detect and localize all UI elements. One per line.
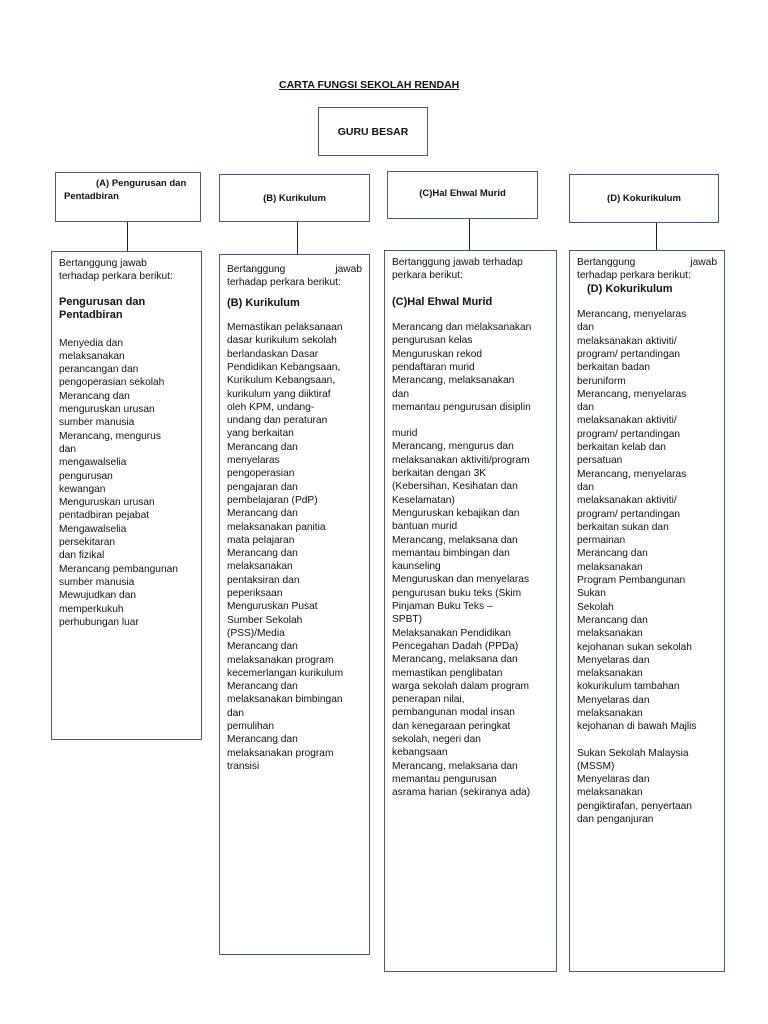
header-box-d [569,174,719,223]
list-item: Menguruskan dan menyelaras [392,574,530,586]
column-c-subheading: (C)Hal Ehwal Murid [392,295,493,308]
list-item: Merancang dan [59,390,130,402]
list-item: memastikan penglibatan [392,667,503,679]
list-item: melaksanakan program [227,654,334,666]
list-item: berkaitan sukan dan [577,521,669,533]
column-a-list [59,337,194,630]
list-item: berkaitan kelab dan [577,442,666,454]
list-item: melaksanakan [577,708,643,719]
list-item: Menguruskan urusan [59,497,155,509]
list-item: bantuan murid [392,521,458,533]
header-b-label: (B) Kurikulum [263,192,326,204]
header-a-line1: (A) Pengurusan dan [96,178,187,189]
list-item: melaksanakan [577,668,643,680]
list-item: warga sekolah dalam program [392,680,530,692]
list-item: Merancang dan [577,614,648,626]
column-b-list [227,321,362,773]
page-title: CARTA FUNGSI SEKOLAH RENDAH [279,79,460,91]
list-item: transisi [227,760,260,772]
list-item: dan fizikal [59,550,105,562]
list-item: kaunseling [392,561,441,573]
list-item: Sukan Sekolah Malaysia [577,747,689,759]
list-item: dan [227,707,244,719]
list-item: (PSS)/Media [227,627,285,639]
header-c-label: (C)Hal Ehwal Murid [419,188,506,199]
list-item: pembangunan modal insan [392,707,515,719]
list-item: melaksanakan [577,561,643,573]
column-b-intro-2: terhadap perkara berikut: [227,277,341,289]
column-c-body [384,250,557,972]
list-item: melaksanakan [577,628,643,640]
column-d-list-a [577,308,717,734]
list-item: pengiktirafan, penyertaan [577,800,692,812]
list-item: pemulihan [227,721,275,732]
column-a-body [51,251,202,740]
column-b-intro-1: Bertanggung jawab [227,264,362,275]
list-item: Merancang dan [227,734,298,746]
list-item: kokurikulum tambahan [577,681,680,693]
list-item: Menguruskan Pusat [227,601,318,613]
list-item: pengurusan [59,470,113,482]
list-item: menyelaras [227,455,280,467]
header-box-a [55,172,201,222]
list-item: beruniform [577,375,626,387]
column-a-intro-2: terhadap perkara berikut: [59,271,173,283]
list-item: oleh KPM, undang- [227,401,315,413]
list-item: Menyedia dan [59,337,124,349]
list-item: berkaitan badan [577,362,651,374]
list-item: Menyelaras dan [577,694,650,706]
list-item: melaksanakan [227,561,293,573]
list-item: (Kebersihan, Kesihatan dan [392,481,518,493]
list-item: kebangsaan [392,747,448,759]
header-box-b [219,174,370,222]
list-item: melaksanakan panitia [227,521,326,533]
list-item: perhubungan luar [59,616,139,628]
guru-besar-box [318,107,428,156]
list-item: melaksanakan aktiviti/ [577,495,677,507]
column-d-intro-2: terhadap perkara berikut: [577,270,691,282]
column-c-intro-1: Bertanggung jawab terhadap [392,257,523,268]
list-item: Merancang, mengurus [59,430,161,442]
list-item: Pencegahan Dadah (PPDa) [392,640,519,652]
list-item: Pinjaman Buku Teks – [392,601,493,613]
list-item: Keselamatan) [392,494,455,506]
list-item: Merancang dan [227,441,298,453]
list-item: pengoperasian [227,468,295,480]
list-item: kurikulum yang diiktiraf [227,388,331,400]
list-item: pengajaran dan [227,481,298,493]
connector-d [656,223,657,250]
list-item: melaksanakan bimbingan [227,694,343,706]
list-item: dan [577,481,594,493]
list-item: pentaksiran dan [227,574,300,586]
list-item: kecemerlangan kurikulum [227,667,344,679]
column-a-subheading-2: Pentadbiran [59,309,123,322]
list-item: Menyelaras dan [577,774,650,786]
column-c-list-b [392,427,549,799]
list-item: pengurusan buku teks (Skim [392,587,522,599]
list-item: melaksanakan [577,787,643,799]
list-item: melaksanakan aktiviti/program [392,454,530,466]
list-item: menguruskan urusan [59,404,155,416]
list-item: program/ pertandingan [577,428,681,440]
list-item: Sumber Sekolah [227,614,303,626]
list-item: melaksanakan aktiviti/ [577,415,677,427]
column-d-body [569,250,725,972]
list-item: permainan [577,535,626,547]
list-item: program/ pertandingan [577,508,681,520]
list-item: memperkukuh [59,603,124,615]
list-item: Merancang dan [227,548,298,560]
list-item: berkaitan dengan 3K [392,468,487,480]
column-b-subheading: (B) Kurikulum [227,296,300,309]
list-item: Mewujudkan dan [59,590,137,602]
list-item: sumber manusia [59,417,135,429]
list-item: sekolah, negeri dan [392,734,481,745]
list-item: persekitaran [59,537,116,549]
list-item: melaksanakan [59,350,125,362]
list-item: Memastikan pelaksanaan [227,322,343,334]
list-item: Merancang, melaksana dan [392,654,518,666]
column-a-intro-1: Bertanggung jawab [59,258,147,269]
list-item: dan penganjuran [577,814,654,826]
connector-a [127,222,128,251]
list-item: memantau pengurusan [392,773,497,785]
list-item: peperiksaan [227,588,283,600]
list-item: Merancang dan [227,508,298,520]
list-item: melaksanakan aktiviti/ [577,335,677,347]
list-item: persatuan [577,455,623,467]
list-item: Sukan [577,588,606,600]
list-item: dasar kurikulum sekolah [227,335,337,347]
list-item: (MSSM) [577,760,615,772]
list-item: Merancang, menyelaras [577,309,687,321]
list-item: asrama harian (sekiranya ada) [392,787,531,799]
list-item: kejohanan sukan sekolah [577,641,692,653]
list-item: Pendidikan Kebangsaan, [227,361,341,373]
list-item: pentadbiran pejabat [59,510,150,522]
column-d-list-b [577,747,717,827]
list-item: Menyelaras dan [577,654,650,666]
list-item: pembelajaran (PdP) [227,494,318,506]
column-c-list-a [392,321,549,414]
list-item: undang dan peraturan [227,415,328,427]
list-item: SPBT) [392,614,423,626]
column-b-body [219,254,370,955]
list-item: Merancang, melaksanakan [392,375,515,387]
list-item: dan [392,388,409,400]
column-a-subheading-1: Pengurusan dan [59,295,146,308]
list-item: pengurusan kelas [392,335,473,347]
list-item: Kurikulum Kebangsaan, [227,375,336,387]
list-item: Merancang pembangunan [59,563,178,575]
list-item: Merancang dan [577,548,648,560]
list-item: dan kenegaraan peringkat [392,720,511,732]
list-item: pengoperasian sekolah [59,377,165,389]
list-item: memantau bimbingan dan [392,547,510,559]
list-item: penerapan nilai, [392,694,465,706]
column-c-intro-2: perkara berikut: [392,270,463,282]
list-item: Merancang, mengurus dan [392,441,514,453]
list-item: kejohanan di bawah Majlis [577,721,697,733]
list-item: dan [577,322,594,334]
list-item: Merancang dan [227,641,298,653]
list-item: Program Pembangunan [577,575,686,587]
list-item: Mengawalselia [59,523,127,535]
header-a-line2: Pentadbiran [64,191,119,202]
guru-besar-label: GURU BESAR [337,125,409,138]
list-item: berlandaskan Dasar [227,348,319,360]
column-d-subheading: (D) Kokurikulum [587,282,673,295]
column-d-intro-1: Bertanggung jawab [577,257,717,268]
list-item: dan [59,443,76,455]
list-item: Merancang, menyelaras [577,388,687,400]
list-item: dan [577,402,594,414]
list-item: Menguruskan rekod [392,348,483,360]
list-item: kewangan [59,483,106,495]
list-item: memantau pengurusan disiplin [392,401,531,413]
connector-c [469,219,470,250]
header-box-c [387,171,538,219]
list-item: Merancang dan [227,681,298,693]
list-item: pendaftaran murid [392,361,475,373]
list-item: murid [392,428,418,440]
list-item: Merancang, melaksana dan [392,760,518,772]
list-item: Menguruskan kebajikan dan [392,507,520,519]
list-item: Merancang dan melaksanakan [392,322,532,334]
list-item: yang berkaitan [227,428,294,440]
list-item: Merancang, menyelaras [577,468,687,480]
list-item: sumber manusia [59,576,135,588]
header-d-label: (D) Kokurikulum [607,193,681,204]
list-item: mata pelajaran [227,534,295,546]
list-item: melaksanakan program [227,747,334,759]
list-item: Sekolah [577,601,614,613]
list-item: Melaksanakan Pendidikan [392,627,511,639]
connector-b [297,222,298,254]
list-item: program/ pertandingan [577,348,681,360]
list-item: perancangan dan [59,364,139,376]
list-item: mengawalselia [59,457,127,469]
list-item: Merancang, melaksana dan [392,534,518,546]
